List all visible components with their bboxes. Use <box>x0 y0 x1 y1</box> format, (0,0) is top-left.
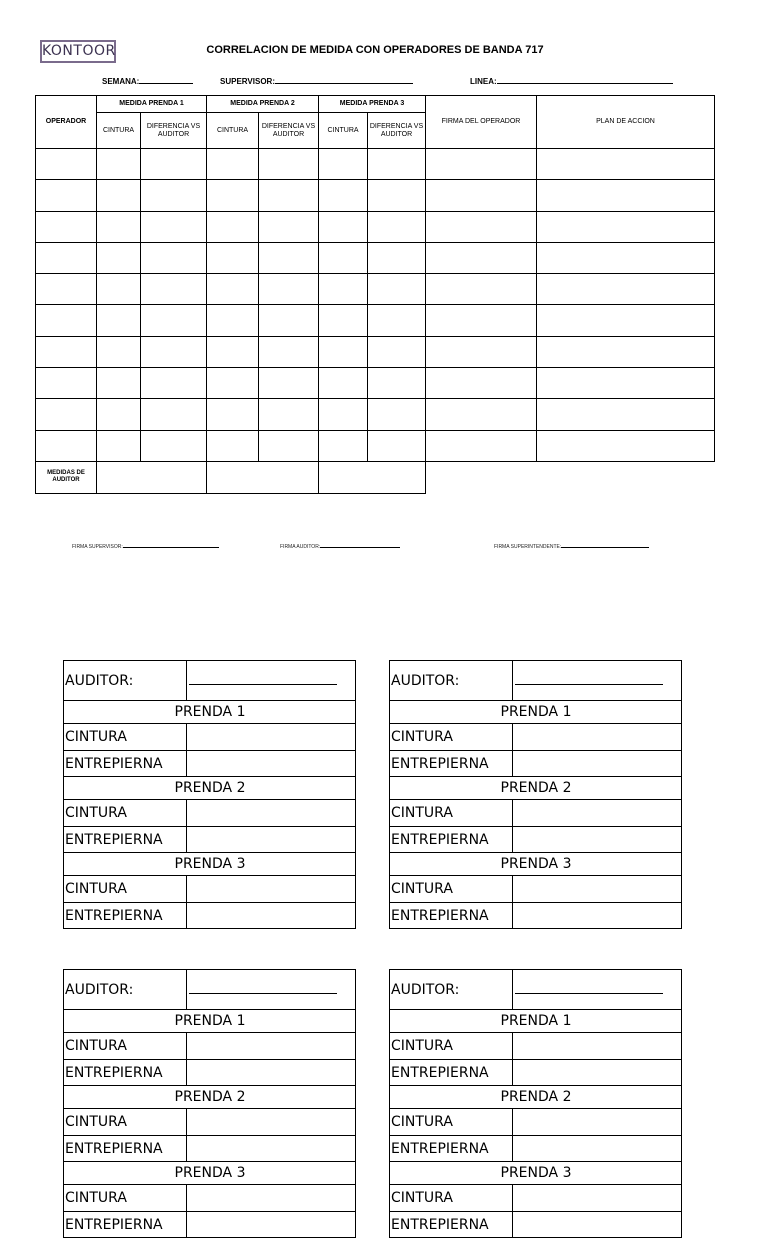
auditor-label: AUDITOR: <box>390 661 513 701</box>
table-cell[interactable] <box>36 305 97 336</box>
cintura-label: CINTURA <box>390 1033 513 1060</box>
medidas-auditor-row <box>36 461 715 493</box>
table-cell[interactable] <box>319 149 368 180</box>
cintura-value-cell[interactable] <box>513 800 682 827</box>
table-row <box>36 430 715 461</box>
cintura-header: CINTURA <box>97 113 141 149</box>
table-cell[interactable] <box>537 242 715 273</box>
entrepierna-label: ENTREPIERNA <box>64 1212 187 1238</box>
semana-field[interactable] <box>102 75 193 86</box>
table-cell[interactable] <box>259 336 319 367</box>
table-cell[interactable] <box>368 211 426 242</box>
table-cell[interactable] <box>97 149 141 180</box>
cintura-value-cell[interactable] <box>187 1185 356 1212</box>
table-cell[interactable] <box>207 149 259 180</box>
entrepierna-value-cell[interactable] <box>513 751 682 777</box>
auditor-prenda1-cell[interactable] <box>97 461 207 493</box>
cintura-header: CINTURA <box>319 113 368 149</box>
table-cell[interactable] <box>141 305 207 336</box>
table-cell[interactable] <box>426 368 537 399</box>
table-cell[interactable] <box>259 180 319 211</box>
table-header-row <box>36 96 715 113</box>
table-cell[interactable] <box>97 305 141 336</box>
table-cell[interactable] <box>97 336 141 367</box>
entrepierna-value-cell[interactable] <box>187 1060 356 1086</box>
entrepierna-row <box>390 751 682 777</box>
cintura-value-cell[interactable] <box>513 1109 682 1136</box>
cintura-row <box>390 724 682 751</box>
table-cell[interactable] <box>368 149 426 180</box>
prenda-row <box>390 853 682 876</box>
table-cell[interactable] <box>36 274 97 305</box>
auditor-card <box>63 969 356 1238</box>
table-cell[interactable] <box>141 242 207 273</box>
table-cell[interactable] <box>259 305 319 336</box>
auditor-label: AUDITOR: <box>64 661 187 701</box>
table-row <box>36 399 715 430</box>
cintura-row <box>64 1185 356 1212</box>
auditor-name-field[interactable] <box>187 661 356 701</box>
measurement-table <box>35 95 715 494</box>
semana-label: SEMANA: <box>102 77 140 86</box>
cintura-row <box>64 1109 356 1136</box>
auditor-card <box>389 969 682 1238</box>
table-cell[interactable] <box>259 274 319 305</box>
table-cell[interactable] <box>537 274 715 305</box>
prenda-label: PRENDA 1 <box>390 1010 682 1033</box>
table-cell[interactable] <box>36 242 97 273</box>
entrepierna-value-cell[interactable] <box>513 827 682 853</box>
auditor-label: AUDITOR: <box>390 970 513 1010</box>
entrepierna-label: ENTREPIERNA <box>64 1060 187 1086</box>
cintura-label: CINTURA <box>64 1109 187 1136</box>
table-cell[interactable] <box>36 430 97 461</box>
empty-cell <box>537 461 715 493</box>
table-cell[interactable] <box>207 305 259 336</box>
table-cell[interactable] <box>319 180 368 211</box>
table-cell[interactable] <box>259 368 319 399</box>
table-cell[interactable] <box>426 305 537 336</box>
table-cell[interactable] <box>259 399 319 430</box>
auditor-row <box>390 970 682 1010</box>
cintura-row <box>390 1109 682 1136</box>
kontoor-logo: KONTOOR <box>40 40 116 63</box>
cintura-value-cell[interactable] <box>187 1109 356 1136</box>
table-cell[interactable] <box>426 180 537 211</box>
prenda-row <box>390 1086 682 1109</box>
entrepierna-label: ENTREPIERNA <box>390 751 513 777</box>
auditor-name-line <box>515 672 663 685</box>
table-cell[interactable] <box>319 336 368 367</box>
entrepierna-value-cell[interactable] <box>513 1060 682 1086</box>
table-cell[interactable] <box>97 430 141 461</box>
auditor-name-field[interactable] <box>513 970 682 1010</box>
auditor-name-line <box>515 981 663 994</box>
prenda-row <box>390 777 682 800</box>
diferencia-header: DIFERENCIA VS AUDITOR <box>368 113 426 149</box>
table-cell[interactable] <box>141 180 207 211</box>
prenda-label: PRENDA 1 <box>390 701 682 724</box>
plan-accion-header: PLAN DE ACCION <box>537 96 715 149</box>
entrepierna-label: ENTREPIERNA <box>390 903 513 929</box>
auditor-prenda2-cell[interactable] <box>207 461 319 493</box>
table-cell[interactable] <box>537 305 715 336</box>
entrepierna-label: ENTREPIERNA <box>64 827 187 853</box>
firma-superintendente[interactable] <box>494 542 649 550</box>
entrepierna-row <box>390 903 682 929</box>
empty-cell <box>426 461 537 493</box>
diferencia-header: DIFERENCIA VS AUDITOR <box>141 113 207 149</box>
table-cell[interactable] <box>426 399 537 430</box>
semana-line <box>139 75 193 84</box>
auditor-label: AUDITOR: <box>64 970 187 1010</box>
operador-header: OPERADOR <box>36 96 97 149</box>
prenda2-header: MEDIDA PRENDA 2 <box>207 96 319 113</box>
table-cell[interactable] <box>141 368 207 399</box>
firma-supervisor-line <box>123 542 219 548</box>
page-title: CORRELACION DE MEDIDA CON OPERADORES DE BANDA 717 <box>206 44 544 56</box>
table-cell[interactable] <box>141 274 207 305</box>
cintura-label: CINTURA <box>64 1185 187 1212</box>
entrepierna-value-cell[interactable] <box>187 1136 356 1162</box>
prenda-label: PRENDA 3 <box>64 853 356 876</box>
linea-label: LINEA: <box>470 77 497 86</box>
table-cell[interactable] <box>368 399 426 430</box>
table-cell[interactable] <box>36 399 97 430</box>
table-cell[interactable] <box>319 430 368 461</box>
cintura-label: CINTURA <box>390 1109 513 1136</box>
table-cell[interactable] <box>259 242 319 273</box>
table-cell[interactable] <box>368 305 426 336</box>
table-cell[interactable] <box>319 211 368 242</box>
cintura-row <box>64 800 356 827</box>
table-cell[interactable] <box>97 368 141 399</box>
entrepierna-label: ENTREPIERNA <box>64 751 187 777</box>
cintura-row <box>390 1033 682 1060</box>
entrepierna-label: ENTREPIERNA <box>64 903 187 929</box>
entrepierna-value-cell[interactable] <box>513 1136 682 1162</box>
table-cell[interactable] <box>426 242 537 273</box>
entrepierna-value-cell[interactable] <box>513 1212 682 1238</box>
entrepierna-row <box>64 751 356 777</box>
entrepierna-label: ENTREPIERNA <box>64 1136 187 1162</box>
prenda-label: PRENDA 3 <box>390 853 682 876</box>
cintura-row <box>64 876 356 903</box>
table-cell[interactable] <box>207 274 259 305</box>
table-cell[interactable] <box>36 180 97 211</box>
table-cell[interactable] <box>319 274 368 305</box>
table-cell[interactable] <box>426 274 537 305</box>
entrepierna-row <box>64 827 356 853</box>
table-cell[interactable] <box>36 368 97 399</box>
cintura-label: CINTURA <box>64 1033 187 1060</box>
table-row <box>36 180 715 211</box>
auditor-row <box>390 661 682 701</box>
prenda-label: PRENDA 1 <box>64 701 356 724</box>
cintura-value-cell[interactable] <box>513 876 682 903</box>
entrepierna-row <box>64 1136 356 1162</box>
linea-line <box>497 75 673 84</box>
firma-supervisor[interactable] <box>72 542 219 550</box>
table-cell[interactable] <box>207 211 259 242</box>
entrepierna-row <box>390 1060 682 1086</box>
table-cell[interactable] <box>207 368 259 399</box>
cintura-label: CINTURA <box>64 800 187 827</box>
entrepierna-row <box>390 1136 682 1162</box>
table-cell[interactable] <box>97 242 141 273</box>
cintura-row <box>390 800 682 827</box>
cintura-row <box>390 876 682 903</box>
prenda-row <box>390 701 682 724</box>
entrepierna-row <box>64 1212 356 1238</box>
table-cell[interactable] <box>368 274 426 305</box>
table-row <box>36 211 715 242</box>
prenda-label: PRENDA 2 <box>390 1086 682 1109</box>
entrepierna-label: ENTREPIERNA <box>390 1212 513 1238</box>
table-cell[interactable] <box>207 242 259 273</box>
table-cell[interactable] <box>36 149 97 180</box>
entrepierna-row <box>390 827 682 853</box>
prenda-row <box>64 777 356 800</box>
firma-auditor-line <box>320 542 400 548</box>
table-cell[interactable] <box>319 242 368 273</box>
prenda-label: PRENDA 2 <box>64 1086 356 1109</box>
table-cell[interactable] <box>141 430 207 461</box>
auditor-row <box>64 970 356 1010</box>
table-cell[interactable] <box>426 336 537 367</box>
prenda-row <box>64 1086 356 1109</box>
table-cell[interactable] <box>207 336 259 367</box>
supervisor-field[interactable] <box>220 75 413 86</box>
auditor-prenda3-cell[interactable] <box>319 461 426 493</box>
cintura-value-cell[interactable] <box>513 724 682 751</box>
table-cell[interactable] <box>426 430 537 461</box>
cintura-row <box>390 1185 682 1212</box>
table-cell[interactable] <box>141 336 207 367</box>
table-cell[interactable] <box>97 274 141 305</box>
table-row <box>36 242 715 273</box>
auditor-row <box>64 661 356 701</box>
firma-supervisor-label: FIRMA SUPERVISOR: <box>72 544 123 550</box>
prenda-row <box>64 1162 356 1185</box>
prenda-row <box>390 1162 682 1185</box>
cintura-value-cell[interactable] <box>187 1033 356 1060</box>
firma-superintendente-label: FIRMA SUPERINTENDENTE: <box>494 544 562 550</box>
auditor-card <box>63 660 356 929</box>
table-cell[interactable] <box>319 399 368 430</box>
table-cell[interactable] <box>141 399 207 430</box>
firma-auditor[interactable] <box>280 542 400 550</box>
prenda-label: PRENDA 3 <box>64 1162 356 1185</box>
table-cell[interactable] <box>141 211 207 242</box>
entrepierna-row <box>64 1060 356 1086</box>
cintura-header: CINTURA <box>207 113 259 149</box>
table-row <box>36 336 715 367</box>
cintura-row <box>64 724 356 751</box>
prenda-label: PRENDA 2 <box>390 777 682 800</box>
cintura-value-cell[interactable] <box>513 1185 682 1212</box>
table-cell[interactable] <box>537 399 715 430</box>
table-cell[interactable] <box>259 149 319 180</box>
cintura-value-cell[interactable] <box>513 1033 682 1060</box>
table-row <box>36 305 715 336</box>
entrepierna-label: ENTREPIERNA <box>390 827 513 853</box>
prenda1-header: MEDIDA PRENDA 1 <box>97 96 207 113</box>
table-cell[interactable] <box>537 211 715 242</box>
table-row <box>36 149 715 180</box>
entrepierna-value-cell[interactable] <box>187 903 356 929</box>
cintura-row <box>64 1033 356 1060</box>
table-cell[interactable] <box>426 211 537 242</box>
table-cell[interactable] <box>319 368 368 399</box>
cintura-label: CINTURA <box>390 1185 513 1212</box>
table-cell[interactable] <box>207 399 259 430</box>
prenda-row <box>64 853 356 876</box>
prenda-label: PRENDA 2 <box>64 777 356 800</box>
table-row <box>36 274 715 305</box>
supervisor-label: SUPERVISOR: <box>220 77 275 86</box>
cintura-label: CINTURA <box>390 724 513 751</box>
table-cell[interactable] <box>368 368 426 399</box>
firma-auditor-label: FIRMA AUDITOR: <box>280 544 321 550</box>
prenda-row <box>64 701 356 724</box>
table-row <box>36 368 715 399</box>
cintura-value-cell[interactable] <box>187 800 356 827</box>
table-cell[interactable] <box>36 211 97 242</box>
auditor-name-field[interactable] <box>187 970 356 1010</box>
table-cell[interactable] <box>207 180 259 211</box>
table-cell[interactable] <box>207 430 259 461</box>
cintura-value-cell[interactable] <box>187 724 356 751</box>
table-cell[interactable] <box>368 336 426 367</box>
entrepierna-value-cell[interactable] <box>187 751 356 777</box>
auditor-name-field[interactable] <box>513 661 682 701</box>
cintura-label: CINTURA <box>64 876 187 903</box>
table-cell[interactable] <box>97 399 141 430</box>
entrepierna-label: ENTREPIERNA <box>390 1136 513 1162</box>
table-cell[interactable] <box>259 430 319 461</box>
table-cell[interactable] <box>426 149 537 180</box>
table-cell[interactable] <box>319 305 368 336</box>
auditor-card <box>389 660 682 929</box>
table-cell[interactable] <box>36 336 97 367</box>
table-cell[interactable] <box>97 180 141 211</box>
table-cell[interactable] <box>141 149 207 180</box>
table-cell[interactable] <box>537 180 715 211</box>
cintura-value-cell[interactable] <box>187 876 356 903</box>
prenda3-header: MEDIDA PRENDA 3 <box>319 96 426 113</box>
entrepierna-value-cell[interactable] <box>513 903 682 929</box>
firma-superintendente-line <box>561 542 649 548</box>
prenda-row <box>64 1010 356 1033</box>
table-cell[interactable] <box>368 242 426 273</box>
linea-field[interactable] <box>470 75 673 86</box>
entrepierna-value-cell[interactable] <box>187 1212 356 1238</box>
table-cell[interactable] <box>537 149 715 180</box>
prenda-label: PRENDA 3 <box>390 1162 682 1185</box>
entrepierna-row <box>64 903 356 929</box>
table-cell[interactable] <box>537 336 715 367</box>
auditor-name-line <box>189 672 337 685</box>
cintura-label: CINTURA <box>390 876 513 903</box>
prenda-label: PRENDA 1 <box>64 1010 356 1033</box>
table-cell[interactable] <box>259 211 319 242</box>
auditor-name-line <box>189 981 337 994</box>
table-cell[interactable] <box>368 180 426 211</box>
entrepierna-label: ENTREPIERNA <box>390 1060 513 1086</box>
diferencia-header: DIFERENCIA VS AUDITOR <box>259 113 319 149</box>
medidas-auditor-label: MEDIDAS DE AUDITOR <box>36 461 97 493</box>
cintura-label: CINTURA <box>390 800 513 827</box>
cintura-label: CINTURA <box>64 724 187 751</box>
table-cell[interactable] <box>537 430 715 461</box>
table-cell[interactable] <box>537 368 715 399</box>
table-cell[interactable] <box>97 211 141 242</box>
entrepierna-value-cell[interactable] <box>187 827 356 853</box>
entrepierna-row <box>390 1212 682 1238</box>
prenda-row <box>390 1010 682 1033</box>
supervisor-line <box>275 75 413 84</box>
firma-operador-header: FIRMA DEL OPERADOR <box>426 96 537 149</box>
table-cell[interactable] <box>368 430 426 461</box>
